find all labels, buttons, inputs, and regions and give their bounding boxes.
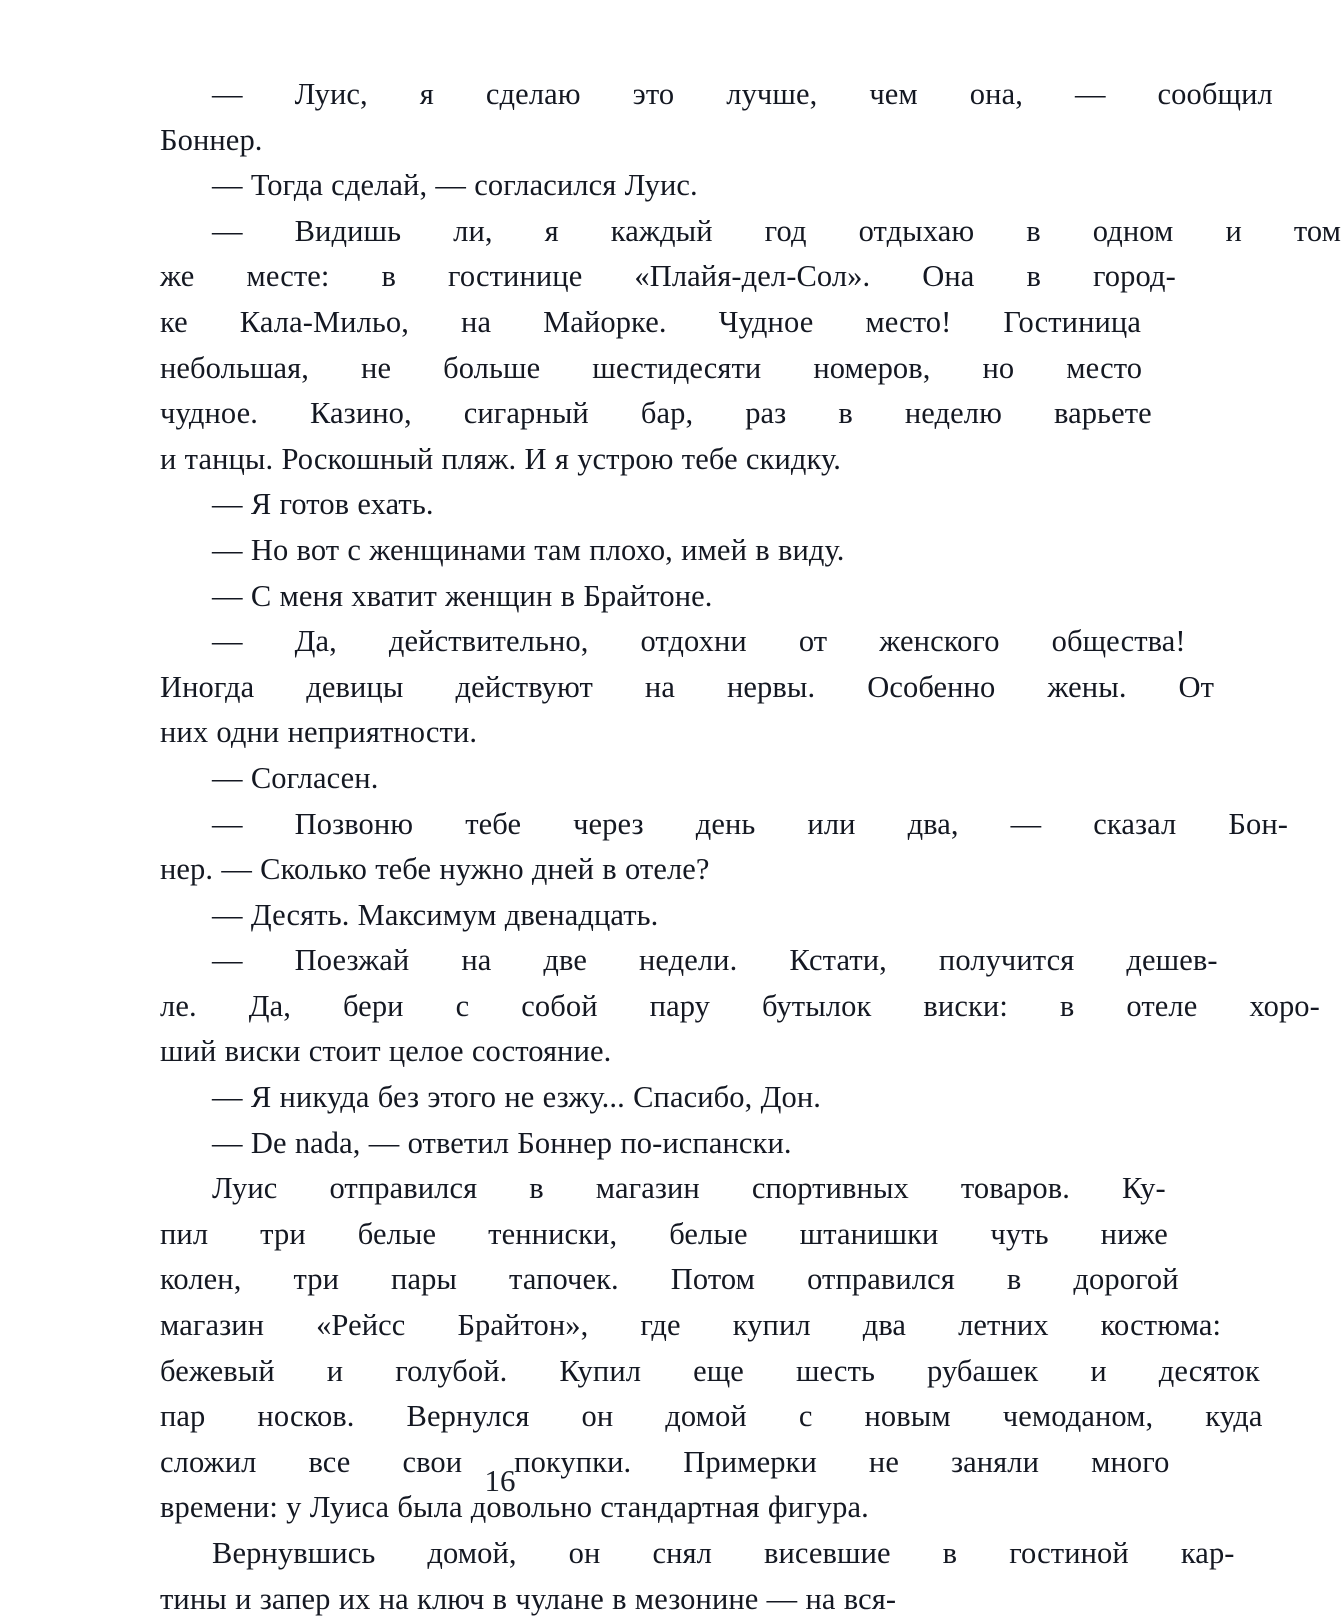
text-line: ший виски стоит целое состояние. [160, 1034, 612, 1069]
dialogue-paragraph [108, 72, 1273, 163]
text-line: — De nada, — ответил Боннер по-испански. [212, 1125, 792, 1160]
text-line: — Тогда сделай, — согласился Луис. [212, 168, 698, 203]
dialogue-paragraph [108, 1075, 942, 1121]
text-line: времени: у Луиса была довольно стандартная фигура. [160, 1490, 869, 1525]
text-line: Вернувшись домой, он снял висевшие в гостиной кар- [212, 1536, 1235, 1570]
text-line: магазин «Рейсс Брайтон», где купил два летних костюма: [160, 1308, 1222, 1343]
text-line: Боннер. [160, 122, 263, 157]
text-line: — С меня хватит женщин в Брайтоне. [212, 578, 713, 613]
text-line: ке Кала-Мильо, на Майорке. Чудное место! Гостиница [160, 304, 1141, 339]
dialogue-paragraph [108, 1121, 942, 1167]
dialogue-paragraph [108, 802, 1289, 893]
dialogue-paragraph [108, 893, 942, 939]
text-line: колен, три пары тапочек. Потом отправился в дорогой [160, 1262, 1179, 1297]
text-line: — Видишь ли, я каждый год отдыхаю в одном и том [212, 213, 1341, 248]
page-text-block [108, 72, 1341, 1622]
text-line: тины и запер их на ключ в чулане в мезонине — на вся- [160, 1581, 897, 1616]
text-line: небольшая, не больше шестидесяти номеров, но место [160, 350, 1143, 385]
dialogue-paragraph [108, 938, 1320, 1075]
text-line: них одни неприятности. [160, 715, 478, 750]
text-line: — Я готов ехать. [212, 487, 434, 522]
text-line: — Но вот с женщинами там плохо, имей в виду. [212, 532, 845, 567]
text-line: пил три белые тенниски, белые штанишки чуть ниже [160, 1216, 1168, 1251]
dialogue-paragraph [108, 209, 1341, 483]
text-line: Иногда девицы действуют на нервы. Особенно жены. От [160, 669, 1215, 704]
text-line: — Позвоню тебе через день или два, — сказал Бон- [212, 806, 1289, 841]
page-number: 16 [484, 1463, 516, 1498]
text-line: — Поезжай на две недели. Кстати, получится дешев- [212, 943, 1218, 978]
text-line: — Луис, я сделаю это лучше, чем она, — сообщил [212, 77, 1273, 111]
dialogue-paragraph [108, 482, 942, 528]
dialogue-paragraph [108, 619, 1215, 756]
text-line: ле. Да, бери с собой пару бутылок виски: в отеле хоро- [160, 988, 1320, 1023]
dialogue-paragraph [108, 528, 942, 574]
text-line: — Да, действительно, отдохни от женского общества! [212, 624, 1186, 659]
text-line: пар носков. Вернулся он домой с новым чемоданом, куда [160, 1399, 1263, 1434]
text-line: и танцы. Роскошный пляж. И я устрою тебе скидку. [160, 441, 842, 476]
narrative-paragraph [108, 1531, 1235, 1622]
text-line: чудное. Казино, сигарный бар, раз в неделю варьете [160, 396, 1152, 431]
text-line: бежевый и голубой. Купил еще шесть рубашек и десяток [160, 1353, 1260, 1388]
dialogue-paragraph [108, 574, 942, 620]
dialogue-paragraph [108, 756, 942, 802]
dialogue-paragraph [108, 163, 942, 209]
text-line: нер. — Сколько тебе нужно дней в отеле? [160, 852, 710, 887]
text-line: же месте: в гостинице «Плайя-дел-Сол». Она в город- [160, 259, 1176, 294]
text-line: — Согласен. [212, 760, 379, 795]
text-line: сложил все свои покупки. Примерки не заняли много [160, 1444, 1170, 1479]
text-line: — Я никуда без этого не езжу... Спасибо, Дон. [212, 1080, 821, 1115]
text-line: Луис отправился в магазин спортивных товаров. Ку- [212, 1171, 1166, 1206]
text-line: — Десять. Максимум двенадцать. [212, 897, 659, 932]
